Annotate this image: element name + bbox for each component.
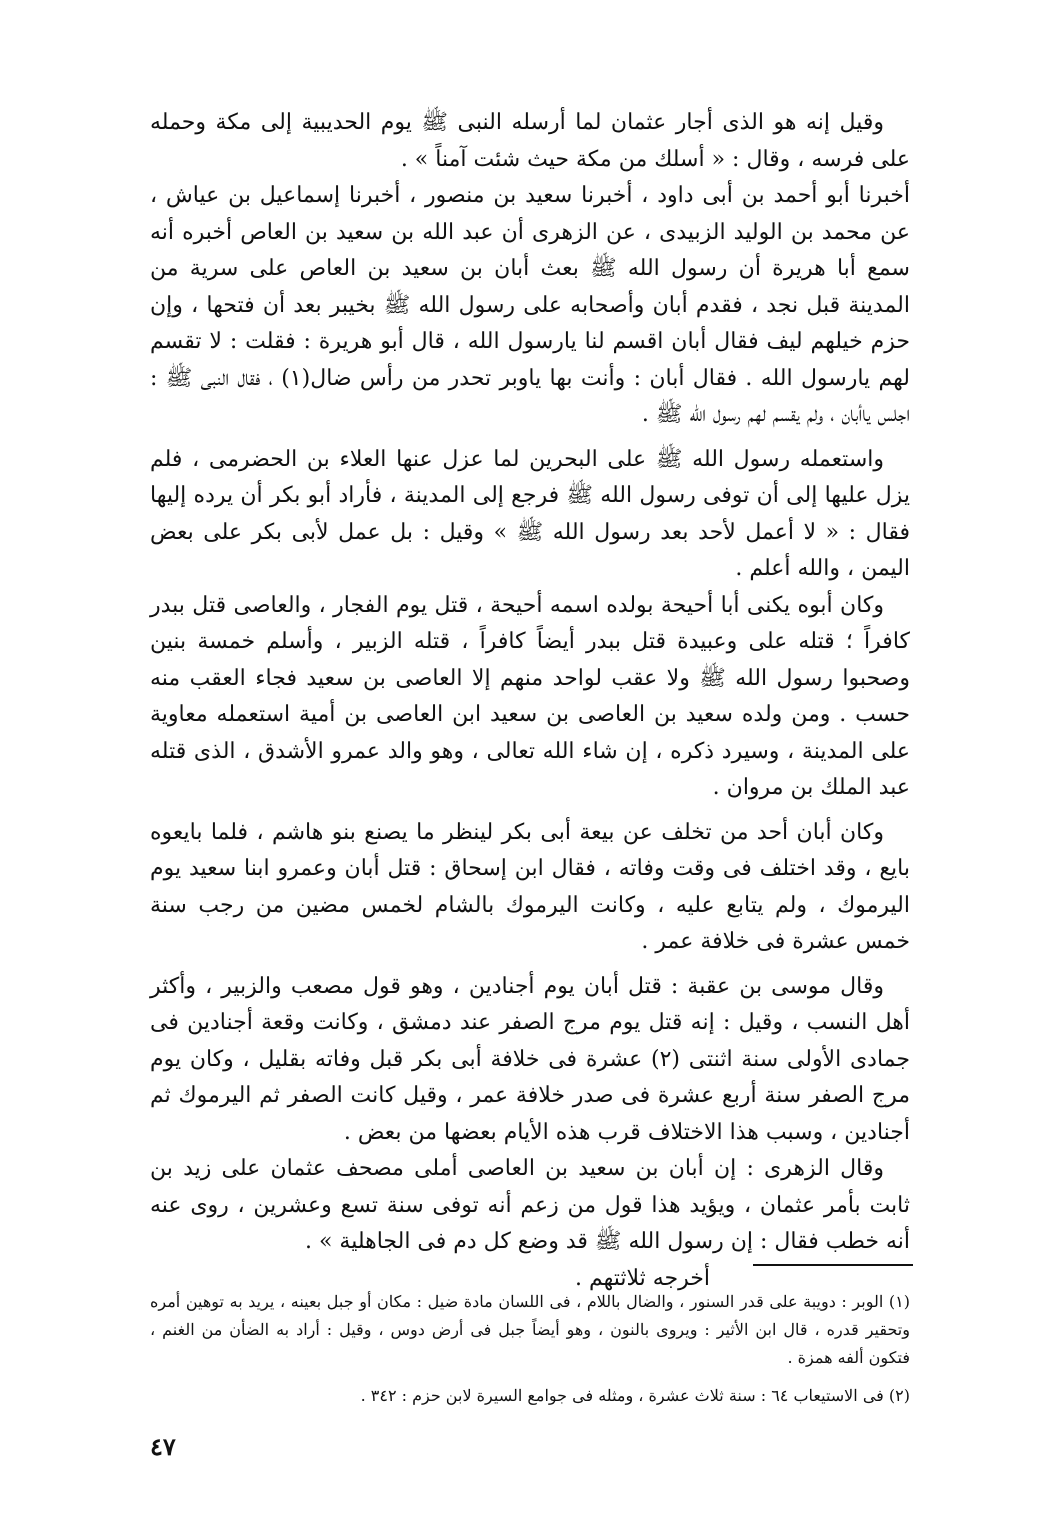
main-text: [150, 105, 910, 1297]
paragraph-2: أخبرنا أبو أحمد بن أبى داود ، أخبرنا سعيد بن منصور ، أخبرنا إسماعيل بن عياش ، عن محمد بن الوليد الزبيدى ، عن الزهرى أن عبد الله بن سعيد بن العاص أخبره أنه سمع أبا هريرة أن رسول الله ﷺ بعث أبان بن سعيد بن العاص على سرية من المدينة قبل نجد ، فقدم أبان وأصحابه على رسول الله ﷺ بخيبر بعد أن فتحها ، وإن حزم خيلهم ليف فقال أبان اقسم لنا يارسول الله ، قال أبو هريرة : فقلت : لا تقسم لهم يارسول الله . فقال أبان : وأنت بها ياوبر تحدر من رأس ضال(١) ، فقال النبى ﷺ : اجلس ياأبان ، ولم يقسم لهم رسول الله ﷺ .: [150, 183, 910, 427]
paragraph-7: وقال الزهرى : إن أبان بن سعيد بن العاصى أملى مصحف عثمان على زيد بن ثابت بأمر عثمان ، ويؤيد هذا قول من زعم أنه توفى سنة تسع وعشرين ، روى عنه أنه خطب فقال : إن رسول الله ﷺ قد وضع كل دم فى الجاهلية » .: [150, 1156, 910, 1254]
paragraph-1: وقيل إنه هو الذى أجار عثمان لما أرسله النبى ﷺ يوم الحديبية إلى مكة وحمله على فرسه ، وقال : « أسلك من مكة حيث شئت آمناً » .: [150, 110, 910, 172]
paragraph-3: واستعمله رسول الله ﷺ على البحرين لما عزل عنها العلاء بن الحضرمى ، فلم يزل عليها إلى أن توفى رسول الله ﷺ فرجع إلى المدينة ، فأراد أبو بكر أن يرده إليها فقال : « لا أعمل لأحد بعد رسول الله ﷺ » وقيل : بل عمل لأبى بكر على بعض اليمن ، والله أعلم .: [150, 446, 910, 581]
footnote-2: (٢) فى الاستيعاب ٦٤ : سنة ثلاث عشرة ، ومثله فى جوامع السيرة لابن حزم : ٣٤٢ .: [360, 1386, 910, 1405]
footnote-1: (١) الوبر : دويبة على قدر السنور ، والضال باللام ، فى اللسان مادة ضيل : مكان أو جبل بعينه ، يريد به توهين أمره وتحقير قدره ، قال ابن الأثير : ويروى بالنون ، وهو أيضاً جبل فى أرض دوس ، وقيل : أراد به الضأن من الغنم ، فتكون ألفه همزة .: [150, 1292, 910, 1367]
footnotes: [150, 1288, 910, 1420]
footnote-divider: [753, 1264, 913, 1266]
paragraph-5: وكان أبان أحد من تخلف عن بيعة أبى بكر لينظر ما يصنع بنو هاشم ، فلما بايعوه بايع ، وقد اختلف فى وقت وفاته ، فقال ابن إسحاق : قتل أبان وعمرو ابنا سعيد يوم اليرموك ، ولم يتابع عليه ، وكانت اليرموك بالشام لخمس مضين من رجب سنة خمس عشرة فى خلافة عمر .: [150, 819, 910, 954]
page-number: ٤٧: [150, 1432, 176, 1461]
paragraph-4: وكان أبوه يكنى أبا أحيحة بولده اسمه أحيحة ، قتل يوم الفجار ، والعاصى قتل ببدر كافراً ؛ قتله على وعبيدة قتل ببدر أيضاً كافراً ، قتله الزبير ، وأسلم خمسة بنين وصحبوا رسول الله ﷺ ولا عقب لواحد منهم إلا العاصى بن سعيد فجاء العقب منه حسب . ومن ولده سعيد بن العاصى بن سعيد ابن العاصى بن أمية استعمله معاوية على المدينة ، وسيرد ذكره ، إن شاء الله تعالى ، وهو والد عمرو الأشدق ، الذى قتله عبد الملك بن مروان .: [150, 592, 910, 800]
paragraph-8: أخرجه ثلاثتهم .: [574, 1265, 710, 1291]
paragraph-6: وقال موسى بن عقبة : قتل أبان يوم أجنادين ، وهو قول مصعب والزبير ، وأكثر أهل النسب ، وقيل : إنه قتل يوم مرج الصفر عند دمشق ، وكانت وقعة أجنادين فى جمادى الأولى سنة اثنتى (٢) عشرة فى خلافة أبى بكر قبل وفاته بقليل ، وكان يوم مرج الصفر سنة أربع عشرة فى صدر خلافة عمر ، وقيل كانت الصفر ثم اليرموك ثم أجنادين ، وسبب هذا الاختلاف قرب هذه الأيام بعضها من بعض .: [150, 973, 910, 1145]
